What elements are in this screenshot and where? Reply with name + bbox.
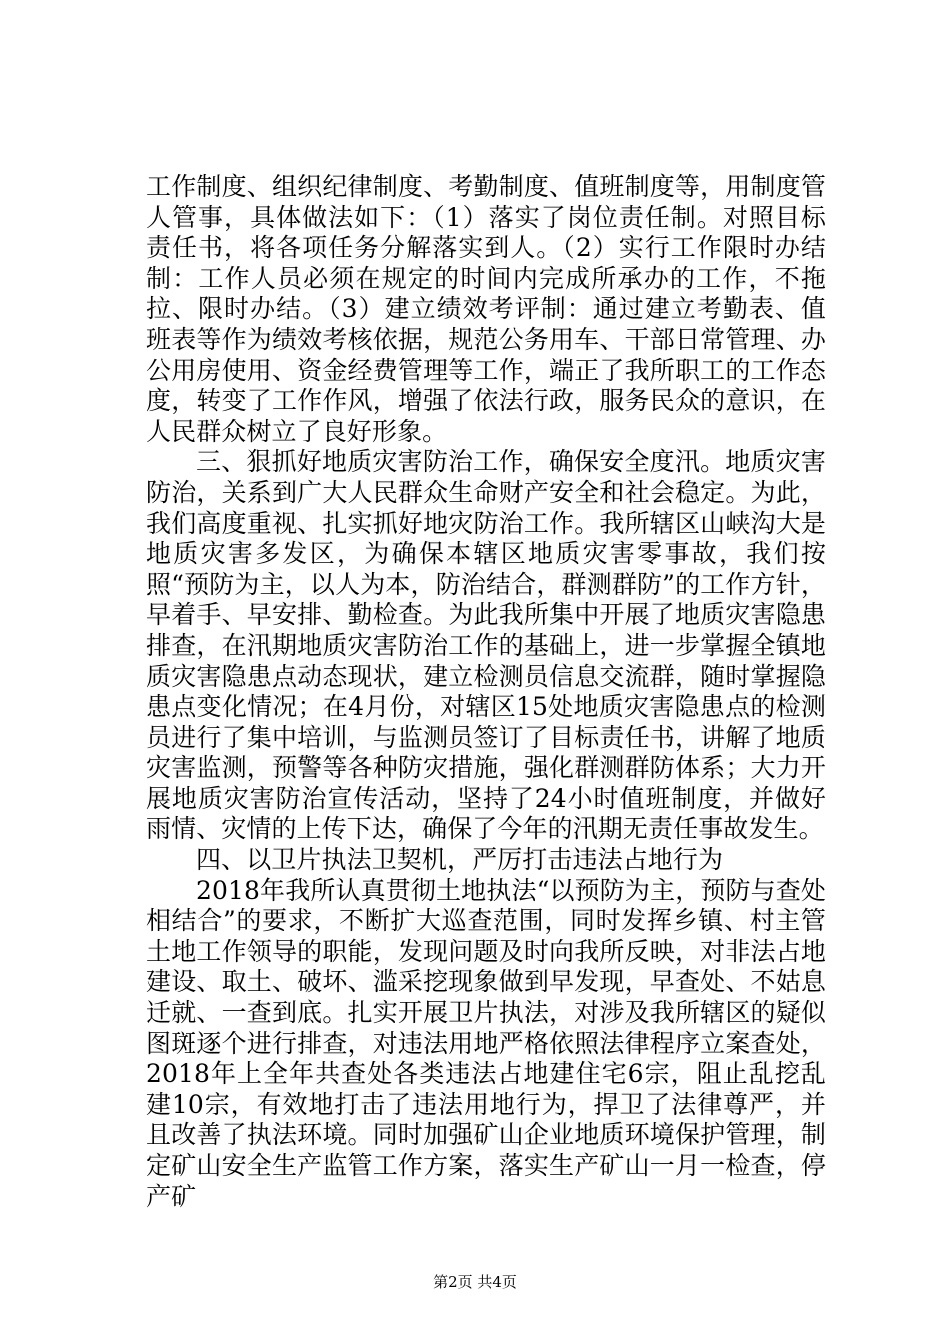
paragraph-4: 2018年我所认真贯彻土地执法“以预防为主，预防与查处相结合”的要求，不断扩大巡查范围，同时发挥乡镇、村主管土地工作领导的职能，发现问题及时向我所反映，对非法占地建设、取土、破坏、滥采挖现象做到早发现，早查处、不姑息迁就、一查到底。扎实开展卫片执法，对涉及我所辖区的疑似图斑逐个进行排查，对违法用地严格依照法律程序立案查处，2018年上全年共查处各类违法占地建住宅6宗，阻止乱挖乱建10宗，有效地打击了违法用地行为，捍卫了法律尊严，并且改善了执法环境。同时加强矿山企业地质环境保护管理，制定矿山安全生产监管工作方案，落实生产矿山一月一检查，停产矿 [146,875,826,1211]
paragraph-3-heading: 四、以卫片执法卫契机，严厉打击违法占地行为 [196,845,724,875]
paragraph-1: 工作制度、组织纪律制度、考勤制度、值班制度等，用制度管人管事，具体做法如下：（1）落实了岗位责任制。对照目标责任书，将各项任务分解落实到人。（2）实行工作限时办结制：工作人员必须在规定的时间内完成所承办的工作，不拖拉、限时办结。（3）建立绩效考评制：通过建立考勤表、值班表等作为绩效考核依据，规范公务用车、干部日常管理、办公用房使用、资金经费管理等工作，端正了我所职工的工作态度，转变了工作作风，增强了依法行政，服务民众的意识，在人民群众树立了良好形象。 [146,172,826,446]
document-body [146,172,826,1212]
paragraph-2: 三、狠抓好地质灾害防治工作，确保安全度汛。地质灾害防治，关系到广大人民群众生命财产安全和社会稳定。为此，我们高度重视、扎实抓好地灾防治工作。我所辖区山峡沟大是地质灾害多发区，为确保本辖区地质灾害零事故，我们按照“预防为主，以人为本，防治结合，群测群防”的工作方针，早着手、早安排、勤检查。为此我所集中开展了地质灾害隐患排查，在汛期地质灾害防治工作的基础上，进一步掌握全镇地质灾害隐患点动态现状，建立检测员信息交流群，随时掌握隐患点变化情况；在4月份，对辖区15处地质灾害隐患点的检测员进行了集中培训，与监测员签订了目标责任书，讲解了地质灾害监测，预警等各种防灾措施，强化群测群防体系；大力开展地质灾害防治宣传活动，坚持了24小时值班制度，并做好雨情、灾情的上传下达，确保了今年的汛期无责任事故发生。 [146,447,826,844]
page-footer: 第2页 共4页 [433,1273,517,1291]
